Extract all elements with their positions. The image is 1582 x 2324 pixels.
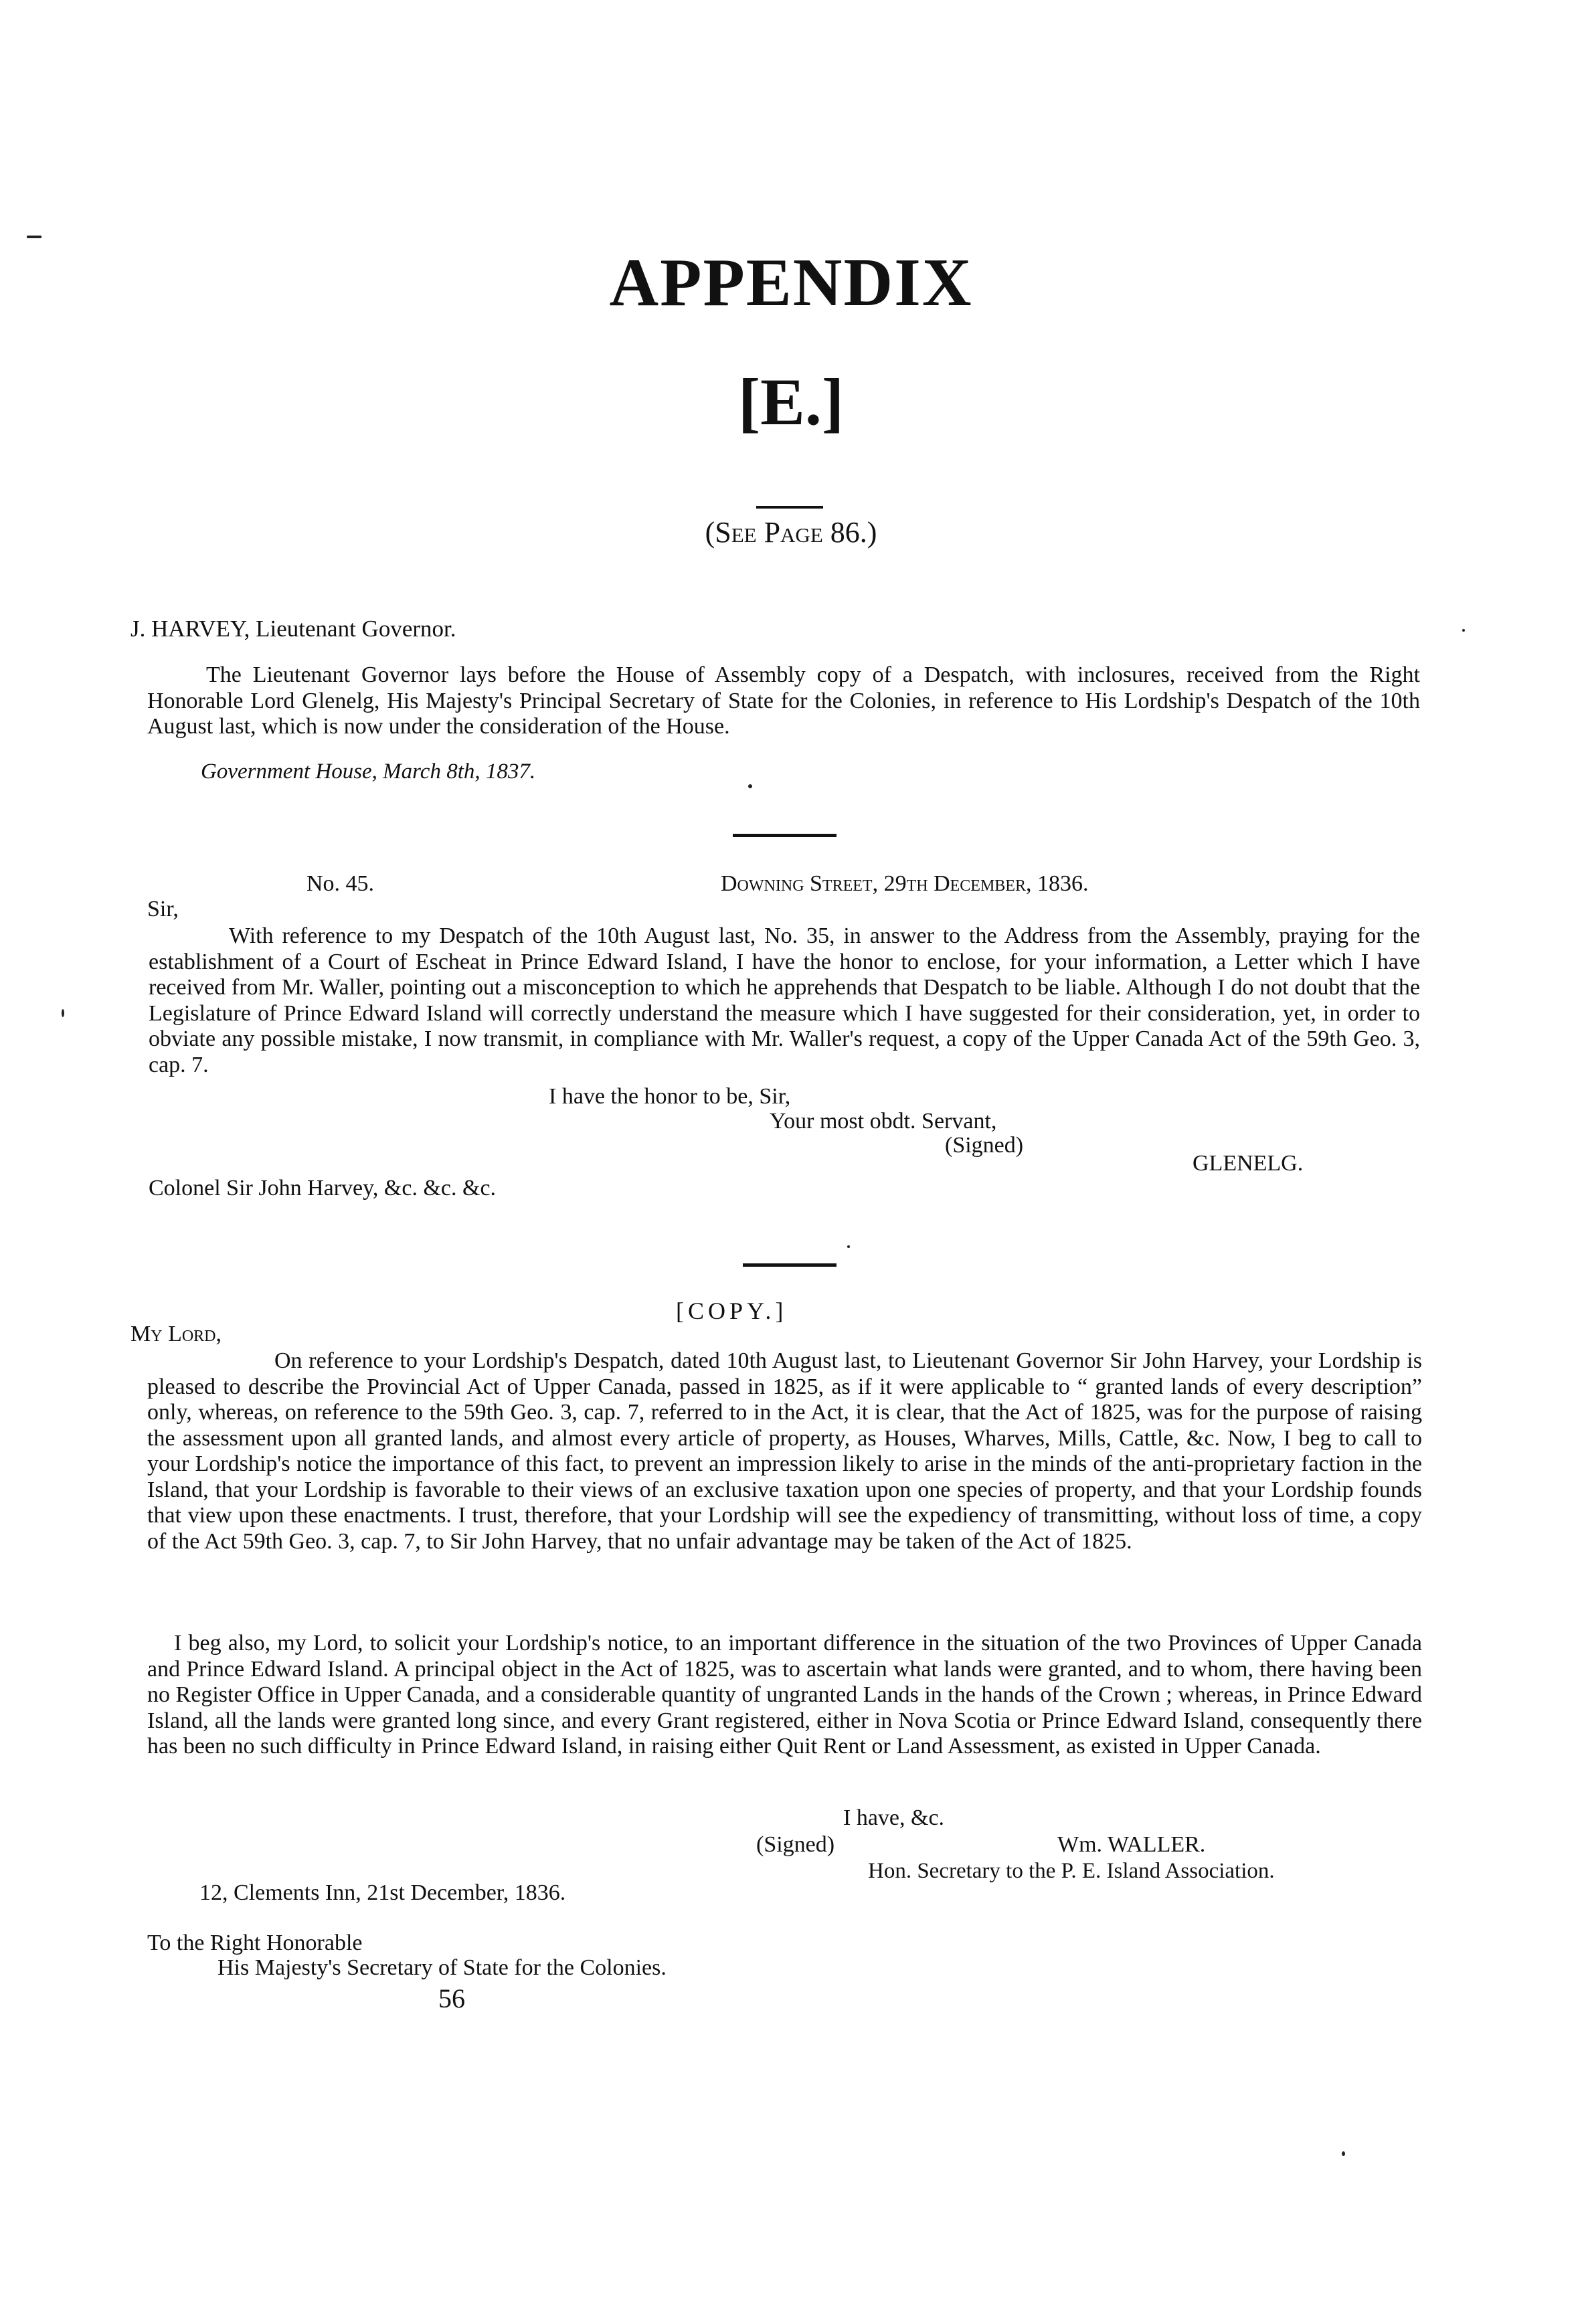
despatch-salutation: Sir, <box>147 897 179 921</box>
despatch-signatory: GLENELG. <box>1193 1151 1304 1176</box>
reference-rule <box>756 506 823 509</box>
message-body: The Lieutenant Governor lays before the House of Assembly copy of a Despatch, with inclosures, received from the Right Honorable Lord Glenelg, His Majesty's Principal Secretary of State for the Colonies, in reference to His Lordship's Despatch of the 10th August last, which is now under the consideration of the House. <box>147 662 1420 739</box>
copy-dateline: 12, Clements Inn, 21st December, 1836. <box>199 1880 566 1905</box>
despatch-number: No. 45. <box>306 871 375 896</box>
print-speck <box>748 784 752 788</box>
copy-signatory-title: Hon. Secretary to the P. E. Island Association. <box>868 1859 1275 1883</box>
copy-paragraph-1: On reference to your Lordship's Despatch, dated 10th August last, to Lieutenant Governor Sir John Harvey, your Lordship is pleased to describe the Provincial Act of Upper Canada, passed in 1825, as if it were applicable to “ granted lands of every description” only, whereas, on reference to the 59th Geo. 3, cap. 7, referred to in the Act, it is clear, that the Act of 1825, was for the purpose of raising the assessment upon all granted lands, and almost every article of property, as Houses, Wharves, Mills, Cattle, &c. Now, I beg to call to your Lordship's notice the importance of this fact, to prevent an impression likely to arise in the minds of the anti-proprietary faction in the Island, that your Lordship is favorable to their views of an exclusive taxation upon one species of property, and that your Lordship founds that view upon these enactments. I trust, therefore, that your Lordship will see the expediency of transmitting, without loss of time, a copy of the Act 59th Geo. 3, cap. 7, to Sir John Harvey, that no unfair advantage may be taken of the Act of 1825. <box>147 1348 1422 1554</box>
print-speck <box>1462 629 1465 632</box>
print-speck <box>27 236 41 238</box>
appendix-title: APPENDIX <box>609 245 973 321</box>
print-speck <box>847 1245 850 1248</box>
copy-heading: [COPY.] <box>676 1298 788 1324</box>
despatch-signed: (Signed) <box>945 1133 1024 1158</box>
message-dateline: Government House, March 8th, 1837. <box>201 759 536 784</box>
copy-paragraph-2: I beg also, my Lord, to solicit your Lordship's notice, to an important difference in the situation of the two Provinces of Upper Canada and Prince Edward Island. A principal object in the Act of 1825, was to ascertain what lands were granted, and to whom, there having been no Register Office in Upper Canada, and a considerable quantity of ungranted Lands in the hands of the Crown ; whereas, in Prince Edward Island, all the lands were granted long since, and every Grant registered, either in Nova Scotia or Prince Edward Island, consequently there has been no such difficulty in Prince Edward Island, in raising either Quit Rent or Land Assessment, as existed in Upper Canada. <box>147 1631 1422 1759</box>
despatch-closing-1: I have the honor to be, Sir, <box>549 1084 791 1109</box>
copy-signatory: Wm. WALLER. <box>1057 1832 1206 1857</box>
message-from: J. HARVEY, Lieutenant Governor. <box>130 616 456 642</box>
appendix-label: [E.] <box>737 365 845 439</box>
copy-closing: I have, &c. <box>843 1805 945 1830</box>
copy-signed: (Signed) <box>756 1832 835 1857</box>
page-number: 56 <box>438 1983 465 2014</box>
page-reference: (See Page 86.) <box>705 516 877 549</box>
despatch-dateline: Downing Street, 29th December, 1836. <box>721 871 1089 896</box>
print-speck <box>1342 2151 1345 2156</box>
print-speck <box>62 1009 64 1017</box>
copy-address-1: To the Right Honorable <box>147 1931 363 1955</box>
section-divider <box>733 834 837 837</box>
section-divider <box>743 1263 837 1267</box>
copy-address-2: His Majesty's Secretary of State for the Colonies. <box>217 1955 667 1980</box>
despatch-addressee: Colonel Sir John Harvey, &c. &c. &c. <box>149 1176 497 1200</box>
despatch-body: With reference to my Despatch of the 10th August last, No. 35, in answer to the Address from the Assembly, praying for the establishment of a Court of Escheat in Prince Edward Island, I have the honor to enclose, for your information, a Letter which I have received from Mr. Waller, pointing out a misconception to which he apprehends that Despatch to be liable. Although I do not doubt that the Legislature of Prince Edward Island will correctly understand the measure which I have suggested for their consideration, yet, in order to obviate any possible mistake, I now transmit, in compliance with Mr. Waller's request, a copy of the Upper Canada Act of the 59th Geo. 3, cap. 7. <box>149 923 1420 1077</box>
copy-salutation: My Lord, <box>130 1322 222 1346</box>
despatch-closing-2: Your most obdt. Servant, <box>770 1109 997 1134</box>
